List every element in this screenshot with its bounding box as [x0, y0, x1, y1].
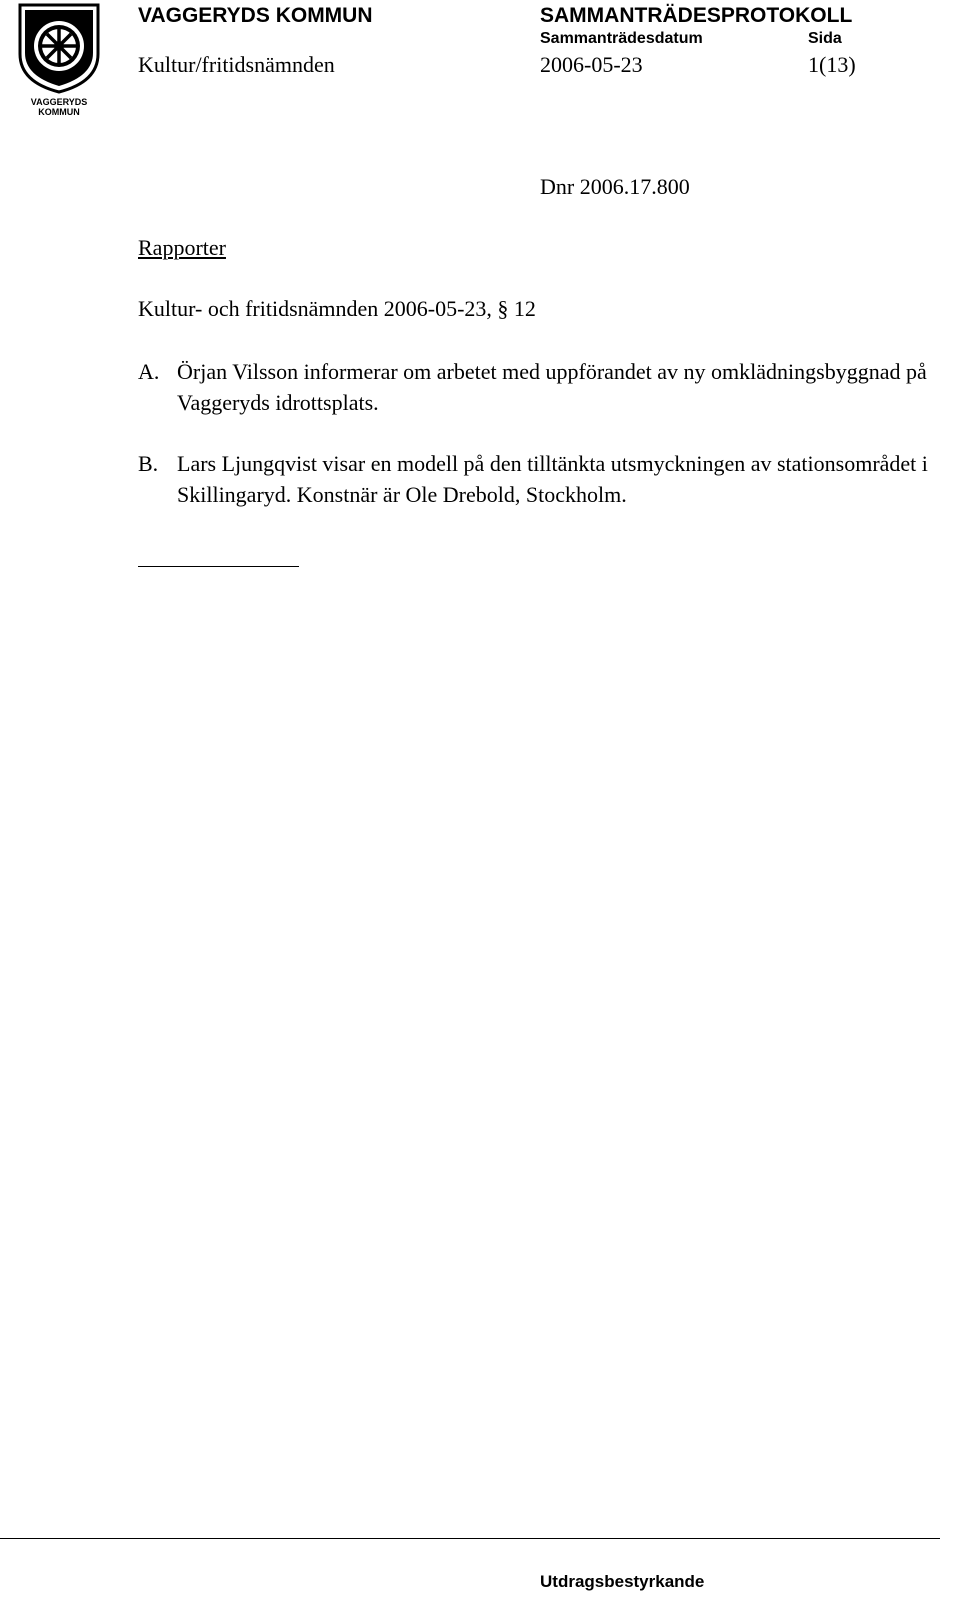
document-type: SAMMANTRÄDESPROTOKOLL — [540, 4, 853, 27]
page-label: Sida — [808, 30, 842, 47]
date-label: Sammanträdesdatum — [540, 30, 703, 47]
page-number: 1(13) — [808, 52, 856, 77]
list-item-marker: A. — [138, 359, 160, 384]
meeting-date: 2006-05-23 — [540, 52, 643, 77]
section-heading: Rapporter — [138, 235, 226, 260]
committee-name: Kultur/fritidsnämnden — [138, 52, 335, 77]
section-reference: Kultur- och fritidsnämnden 2006-05-23, § 12 — [138, 296, 536, 321]
organization-name: VAGGERYDS KOMMUN — [138, 4, 373, 27]
list-item-text: Örjan Vilsson informerar om arbetet med uppförandet av ny omklädningsbyggnad på Vaggeryds idrottsplats. — [177, 359, 927, 415]
list-item-text: Lars Ljungqvist visar en modell på den tilltänkta utsmyckningen av stationsområdet i Skillingaryd. Konstnär är Ole Drebold, Stockholm. — [177, 451, 928, 507]
footer-rule — [0, 1538, 940, 1539]
certification-label: Utdragsbestyrkande — [540, 1572, 705, 1591]
logo-caption: VAGGERYDS KOMMUN — [30, 97, 88, 117]
section-divider — [138, 566, 299, 567]
diary-number: Dnr 2006.17.800 — [540, 174, 690, 199]
list-item-marker: B. — [138, 451, 159, 476]
coat-of-arms-icon — [16, 2, 102, 94]
municipality-logo — [16, 2, 102, 94]
